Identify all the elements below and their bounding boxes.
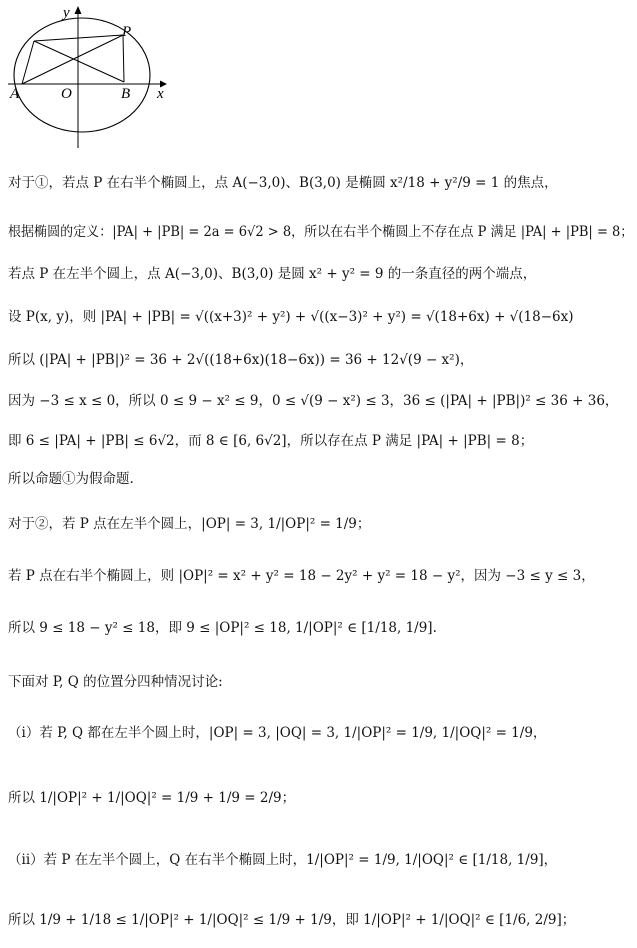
label-y: y — [63, 5, 70, 21]
text-line-10: 若 P 点在右半个椭圆上，则 |OP|² = x² + y² = 18 − 2y² + y² = 18 − y²，因为 −3 ≤ y ≤ 3， — [8, 568, 595, 584]
text-line-3: 若点 P 在左半个圆上，点 A(−3,0)、B(3,0) 是圆 x² + y² = 9 的一条直径的两个端点， — [8, 266, 537, 282]
label-b: B — [121, 86, 131, 102]
segment-b — [123, 35, 124, 82]
text-line-15: （ii）若 P 在左半个圆上，Q 在右半个椭圆上时，1/|OP|² = 1/9, 1/|OQ|² ∈ [1/18, 1/9]， — [8, 852, 558, 868]
text-line-11: 所以 9 ≤ 18 − y² ≤ 18，即 9 ≤ |OP|² ≤ 18, 1/|OP|² ∈ [1/18, 1/9]. — [8, 620, 437, 636]
ellipse-diagram — [0, 0, 175, 150]
y-axis-arrow — [75, 6, 82, 14]
ellipse-figure — [0, 0, 175, 150]
text-line-13: （i）若 P, Q 都在左半个圆上时，|OP| = 3, |OQ| = 3, 1/|OP|² = 1/9, 1/|OQ|² = 1/9， — [8, 725, 547, 741]
text-line-6: 因为 −3 ≤ x ≤ 0，所以 0 ≤ 9 − x² ≤ 9，0 ≤ √(9 − x²) ≤ 3，36 ≤ (|PA| + |PB|)² ≤ 36 + 36， — [8, 393, 619, 409]
segment-a — [22, 41, 34, 84]
text-line-12: 下面对 P, Q 的位置分四种情况讨论: — [8, 674, 223, 690]
text-line-14: 所以 1/|OP|² + 1/|OQ|² = 1/9 + 1/9 = 2/9； — [8, 790, 296, 806]
label-a: A — [10, 86, 20, 102]
chord-1 — [34, 41, 124, 82]
label-x: x — [157, 86, 164, 102]
text-line-1: 对于①，若点 P 在右半个椭圆上，点 A(−3,0)、B(3,0) 是椭圆 x²/18 + y²/9 = 1 的焦点， — [8, 175, 558, 191]
label-p: P — [122, 24, 132, 40]
text-line-5: 所以 (|PA| + |PB|)² = 36 + 2√((18+6x)(18−6x)) = 36 + 12√(9 − x²)， — [8, 352, 474, 368]
text-line-16: 所以 1/9 + 1/18 ≤ 1/|OP|² + 1/|OQ|² ≤ 1/9 + 1/9，即 1/|OP|² + 1/|OQ|² ∈ [1/6, 2/9]； — [8, 912, 576, 928]
text-line-2: 根据椭圆的定义：|PA| + |PB| = 2a = 6√2 > 8，所以在右半个椭圆上不存在点 P 满足 |PA| + |PB| = 8； — [8, 224, 634, 240]
label-o: O — [61, 86, 72, 102]
text-line-7: 即 6 ≤ |PA| + |PB| ≤ 6√2，而 8 ∈ [6, 6√2]，所以存在点 P 满足 |PA| + |PB| = 8； — [8, 433, 534, 449]
text-line-8: 所以命题①为假命题. — [8, 471, 134, 487]
text-line-4: 设 P(x, y)，则 |PA| + |PB| = √((x+3)² + y²) + √((x−3)² + y²) = √(18+6x) + √(18−6x) — [8, 309, 574, 325]
text-line-9: 对于②，若 P 点在左半个圆上，|OP| = 3, 1/|OP|² = 1/9； — [8, 516, 371, 532]
